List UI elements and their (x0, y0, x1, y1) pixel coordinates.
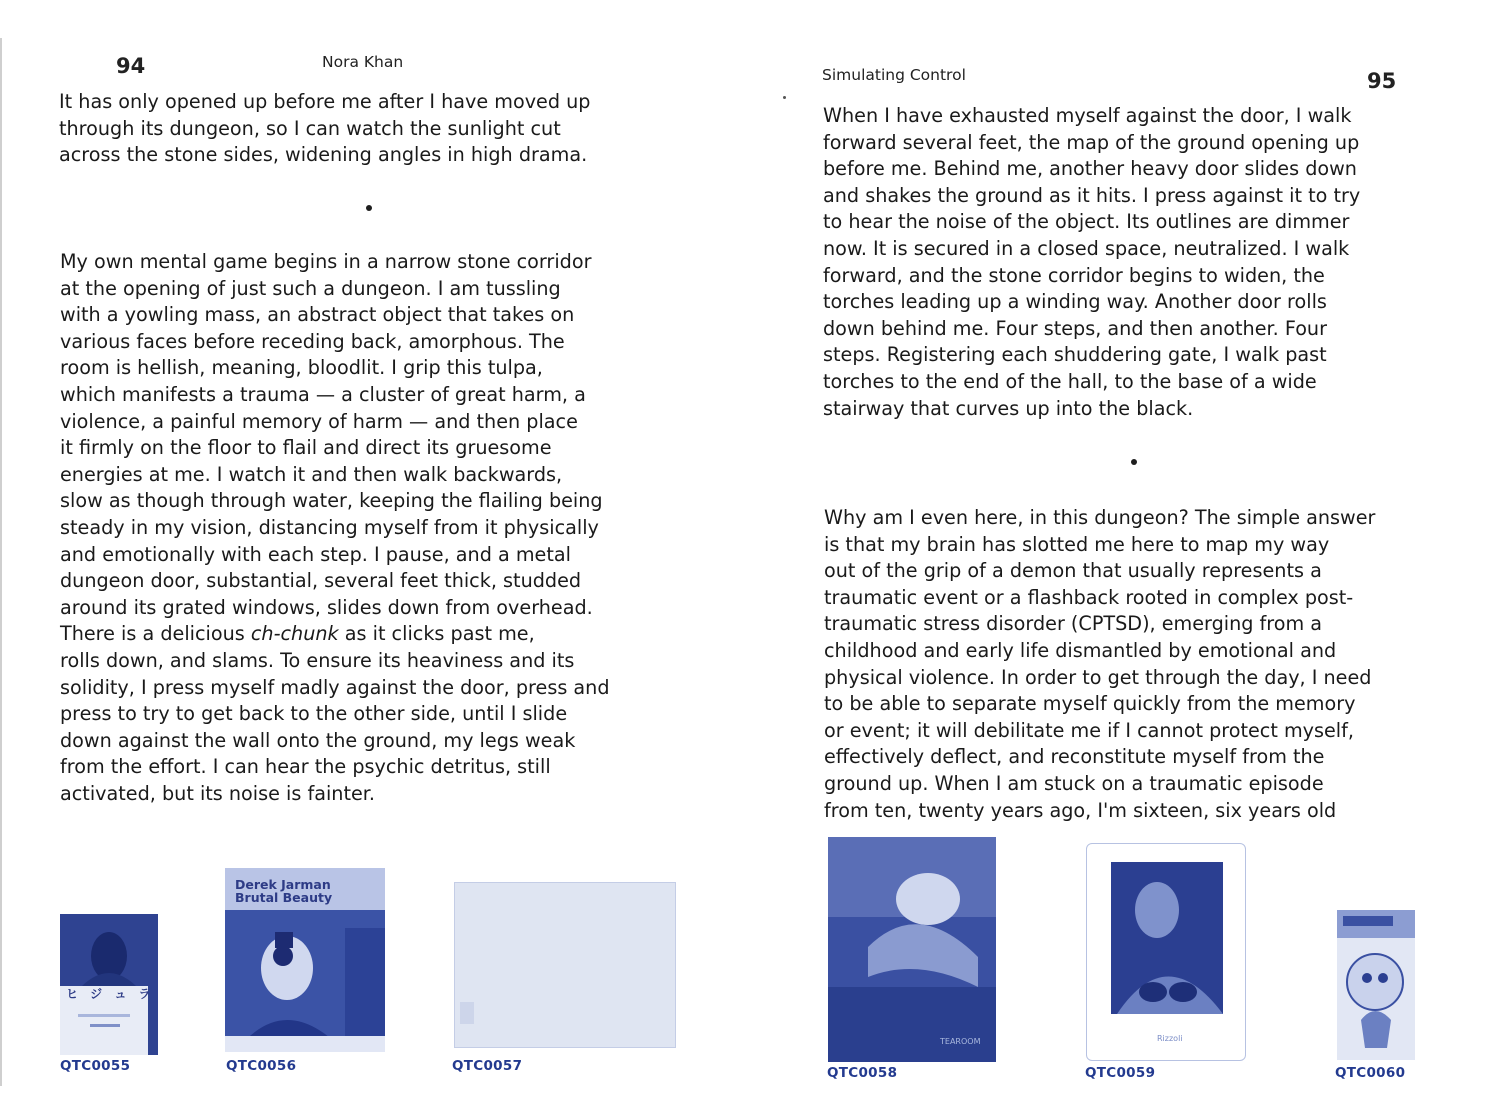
section-separator-right (1131, 459, 1137, 465)
left-paragraph-2-part-b: as it clicks past me, rolls down, and slams. To ensure its heaviness and its solidity, I press myself madly against the door, press and press to try to get back to the other side, until I slide down against the wall onto the ground, my legs weak from the effort. I can hear the psychic detritus, still activated, but its noise is fainter. (60, 622, 610, 805)
left-paragraph-2 (60, 249, 610, 807)
manga-cover (1337, 910, 1415, 1060)
right-paragraph-2: Why am I even here, in this dungeon? The simple answer is that my brain has slotted me here to map my way out of the grip of a demon that usually represents a traumatic event or a flashback rooted in complex post- traumatic stress disorder (CPTSD), emerging from a childhood and early life dismantled by emotional and physical violence. In order to get through the day, I need to be able to separate myself quickly from the memory or event; it will debilitate me if I cannot protect myself, effectively deflect, and reconstitute myself from the ground up. When I am stuck on a traumatic episode from ten, twenty years ago, I'm sixteen, six years old (824, 506, 1376, 822)
figure-qtc0059-caption: QTC0059 (1085, 1065, 1156, 1081)
section-separator-left (366, 205, 372, 211)
figure-qtc0058-caption: QTC0058 (827, 1065, 898, 1081)
left-paragraph-2-italic: ch-chunk (250, 622, 339, 646)
rizzoli-logo: Rizzoli (1157, 1034, 1183, 1043)
tearoom-cover-title: TEAROOM (940, 1037, 981, 1046)
book-cover-rizzoli (1087, 844, 1244, 1059)
figure-qtc0059-image (1086, 843, 1246, 1061)
page-edge (0, 38, 2, 1086)
hijra-cover-title: ヒ ジ ュ ラ (66, 987, 155, 1001)
left-paragraph-2-part-a: My own mental game begins in a narrow stone corridor at the opening of just such a dungeon. I am tussling with a yowling mass, an abstract object that takes on various faces before receding back, amorphous. The room is hellish, meaning, bloodlit. I grip this tulpa, which manifests a trauma — a cluster of great harm, a violence, a painful memory of harm — and then place it firmly on the floor to flail and direct its gruesome energies at me. I watch it and then walk backwards, slow as though through water, keeping the flailing being steady in my vision, distancing myself from it physically and emotionally with each step. I pause, and a metal dungeon door, substantial, several feet thick, studded around its grated windows, slides down from overhead. There is a delicious (60, 250, 603, 646)
book-cover-tearoom (828, 837, 996, 1062)
figure-qtc0058-image (828, 837, 996, 1062)
pale-cover (454, 882, 676, 1048)
left-paragraph-1: It has only opened up before me after I have moved up through its dungeon, so I can watch the sunlight cut across the stone sides, widening angles in high drama. (59, 90, 591, 167)
figure-qtc0055-image (60, 914, 158, 1055)
figure-qtc0056-caption: QTC0056 (226, 1058, 297, 1074)
page-number-right: 95 (1367, 69, 1397, 93)
figure-qtc0055-caption: QTC0055 (60, 1058, 131, 1074)
figure-qtc0056-image (225, 868, 385, 1052)
figure-qtc0060-image (1337, 910, 1415, 1060)
book-cover-hijra (60, 914, 158, 1055)
figure-qtc0060-caption: QTC0060 (1335, 1065, 1406, 1081)
jarman-cover-title: Derek Jarman Brutal Beauty (235, 877, 333, 905)
print-speck (783, 96, 786, 99)
page-number-left: 94 (116, 54, 146, 78)
right-paragraph-1: When I have exhausted myself against the door, I walk forward several feet, the map of the ground opening up before me. Behind me, another heavy door slides down and shakes the ground as it hits. I press against it to try to hear the noise of the object. Its outlines are dimmer now. It is secured in a closed space, neutralized. I walk forward, and the stone corridor begins to widen, the torches leading up a winding way. Another door rolls down behind me. Four steps, and then another. Four steps. Registering each shuddering gate, I walk past torches to the end of the hall, to the base of a wide stairway that curves up into the black. (823, 104, 1361, 420)
figure-qtc0057-image (454, 882, 676, 1048)
running-head-right: Simulating Control (822, 66, 966, 84)
running-head-left: Nora Khan (322, 53, 404, 71)
figure-qtc0057-caption: QTC0057 (452, 1058, 523, 1074)
